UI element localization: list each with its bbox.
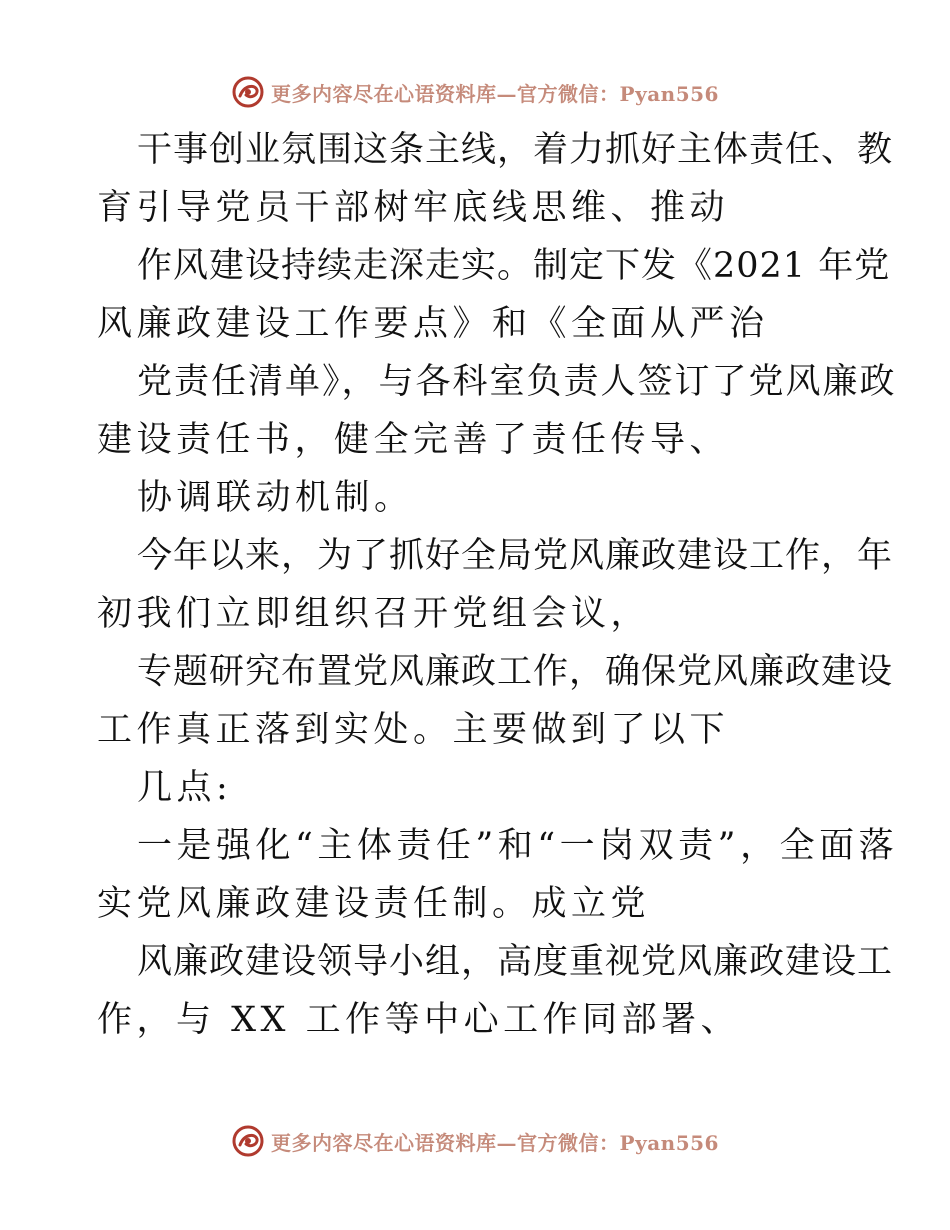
swirl-logo-icon	[231, 75, 265, 109]
text-line: 几点:	[137, 768, 233, 808]
text-line: 协调联动机制。	[137, 478, 414, 518]
watermark-text: 更多内容尽在心语资料库—官方微信：Pyan556	[271, 81, 719, 106]
header-watermark	[0, 72, 950, 112]
text-line: 党责任清单》，与各科室负责人签订了党风廉政	[137, 362, 897, 402]
text-line: 育引导党员干部树牢底线思维、推动	[97, 188, 730, 228]
text-line: 建设责任书，健全完善了责任传导、	[97, 420, 730, 460]
text-line: 专题研究布置党风廉政工作，确保党风廉政建设	[137, 652, 894, 692]
text-line: 工作真正落到实处。主要做到了以下	[97, 710, 730, 750]
text-line: 初我们立即组织召开党组会议，	[97, 594, 651, 634]
text-line: 作，与 XX 工作等中心工作同部署、	[97, 1000, 741, 1040]
text-line: 实党风廉政建设责任制。成立党	[97, 884, 651, 924]
text-line: 干事创业氛围这条主线，着力抓好主体责任、教	[137, 130, 894, 170]
footer-watermark	[0, 1121, 950, 1161]
text-line: 作风建设持续走深走实。制定下发《2021 年党	[137, 246, 891, 286]
watermark-text: 更多内容尽在心语资料库—官方微信：Pyan556	[271, 1130, 719, 1155]
text-line: 风廉政建设领导小组，高度重视党风廉政建设工	[137, 942, 894, 982]
text-line: 风廉政建设工作要点》和《全面从严治	[97, 304, 769, 344]
text-line: 一是强化“主体责任”和“一岗双责”，全面落	[137, 826, 899, 866]
swirl-logo-icon	[231, 1124, 265, 1158]
text-line: 今年以来，为了抓好全局党风廉政建设工作，年	[137, 536, 894, 576]
